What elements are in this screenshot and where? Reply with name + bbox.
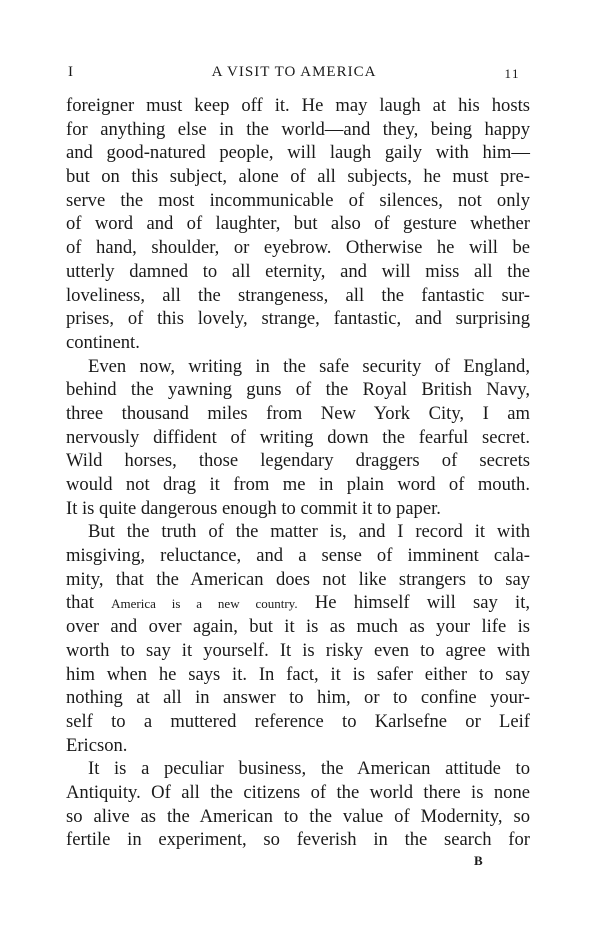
- text-line: would not drag it from me in plain word of mouth.: [66, 474, 530, 495]
- text-line: utterly damned to all eternity, and will miss all the: [66, 260, 530, 282]
- running-title: A VISIT TO AMERICA: [211, 64, 377, 80]
- paragraph: [66, 520, 530, 757]
- text-line: of word and of laughter, but also of gesture whether: [66, 213, 530, 235]
- paragraph: [66, 94, 530, 355]
- text-line: prises, of this lovely, strange, fantastic, and surprising: [66, 308, 530, 330]
- text-line: for anything else in the world—and they, being happy: [66, 118, 530, 140]
- text-line: of hand, shoulder, or eyebrow. Otherwise he will be: [66, 237, 530, 259]
- text-line-with-small-text: [66, 591, 530, 615]
- text-line: mity, that the American does not like strangers to say: [66, 568, 530, 590]
- text-line: But the truth of the matter is, and I record it with: [88, 521, 530, 543]
- text-line: misgiving, reluctance, and a sense of imminent cala-: [66, 545, 530, 567]
- text-line: It is quite dangerous enough to commit it to paper.: [66, 497, 441, 519]
- text-line: worth to say it yourself. It is risky even to agree with: [66, 639, 530, 661]
- text-line: three thousand miles from New York City, I am: [66, 402, 530, 424]
- page-number: 11: [504, 66, 520, 81]
- text-fragment: He himself will say it,: [297, 592, 531, 614]
- text-line: continent.: [66, 331, 140, 353]
- quoted-phrase: America is a new country.: [111, 596, 298, 612]
- text-line: It is a peculiar business, the American attitude to: [88, 758, 530, 780]
- chapter-mark: I: [68, 64, 74, 80]
- text-line: fertile in experiment, so feverish in the search for: [66, 829, 530, 851]
- text-line: serve the most incommunicable of silences, not only: [66, 189, 530, 211]
- text-line: so alive as the American to the value of Modernity, so: [66, 805, 530, 827]
- text-line: over and over again, but it is as much as your life is: [66, 616, 530, 638]
- paragraph: [66, 757, 530, 852]
- text-line: self to a muttered reference to Karlsefne or Leif: [66, 710, 530, 732]
- text-line: behind the yawning guns of the Royal British Navy,: [66, 379, 530, 401]
- text-line: Ericson.: [66, 734, 128, 756]
- text-fragment: that: [66, 592, 112, 614]
- body-text: [66, 94, 530, 852]
- running-head: [68, 64, 520, 86]
- text-line: but on this subject, alone of all subjects, he must pre-: [66, 166, 530, 188]
- text-line: foreigner must keep off it. He may laugh at his hosts: [66, 95, 530, 116]
- text-line: nothing at all in answer to him, or to confine your-: [66, 687, 530, 709]
- text-line: Even now, writing in the safe security of England,: [88, 355, 530, 377]
- text-line: and good-natured people, will laugh gaily with him—: [66, 142, 530, 164]
- signature-mark: B: [474, 853, 483, 868]
- text-line: him when he says it. In fact, it is safer either to say: [66, 663, 530, 685]
- paragraph: [66, 355, 530, 521]
- text-line: nervously diffident of writing down the fearful secret.: [66, 426, 530, 448]
- text-line: Antiquity. Of all the citizens of the world there is none: [66, 781, 530, 803]
- text-line: Wild horses, those legendary draggers of secrets: [66, 450, 530, 472]
- text-line: loveliness, all the strangeness, all the fantastic sur-: [66, 284, 530, 306]
